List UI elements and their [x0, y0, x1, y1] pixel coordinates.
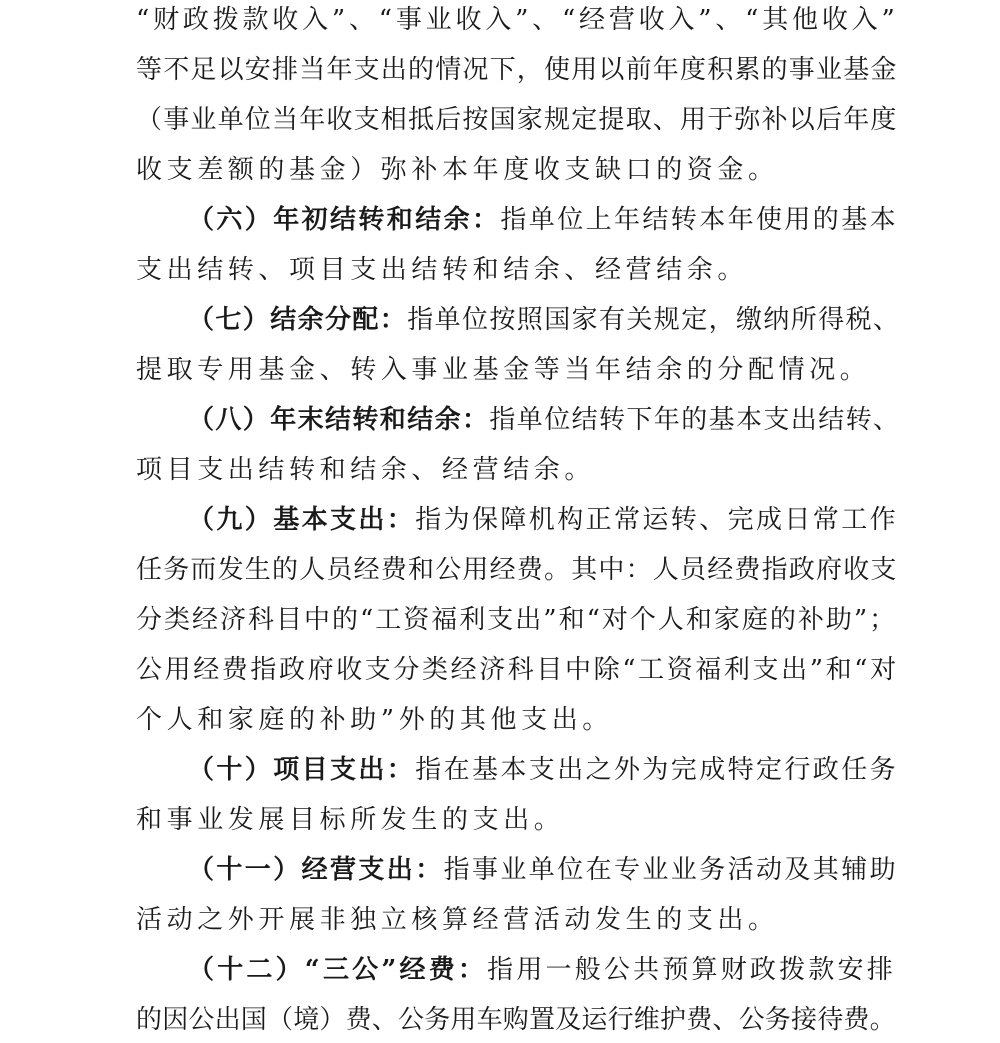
- text-line: 等不足以安排当年支出的情况下，使用以前年度积累的事业基金: [136, 55, 898, 85]
- text-line: 项目支出结转和结余、经营结余。: [136, 455, 596, 485]
- paragraph-first-line: [188, 303, 901, 337]
- paragraph-first-line: [188, 503, 899, 537]
- term-definition: 指单位结转下年的基本支出结转、: [489, 405, 901, 435]
- term-definition: 指单位上年结转本年使用的基本: [500, 205, 899, 235]
- term-definition: 指事业单位在专业业务活动及其辅助: [443, 855, 899, 885]
- term-heading: （八）年末结转和结余：: [188, 405, 490, 435]
- term-definition: 指为保障机构正常运转、完成日常工作: [415, 505, 899, 535]
- paragraph-first-line: [188, 753, 899, 787]
- text-line: 分类经济科目中的“工资福利支出”和“对个人和家庭的补助”；: [136, 605, 898, 635]
- paragraph-first-line: [188, 203, 899, 237]
- paragraph-first-line: [188, 953, 896, 987]
- text-line: 公用经费指政府收支分类经济科目中除“工资福利支出”和“对: [136, 655, 899, 685]
- paragraph-first-line: [188, 853, 899, 887]
- text-line: “财政拨款收入”、“事业收入”、“经营收入”、“其他收入”: [136, 5, 899, 35]
- text-line: 支出结转、项目支出结转和结余、经营结余。: [136, 255, 749, 285]
- paragraph-first-line: [188, 403, 901, 437]
- text-line: （事业单位当年收支相抵后按国家规定提取、用于弥补以后年度: [136, 105, 898, 135]
- text-line: 收支差额的基金）弥补本年度收支缺口的资金。: [136, 155, 779, 185]
- term-definition: 指用一般公共预算财政拨款安排: [487, 955, 896, 985]
- text-line: 的因公出国（境）费、公务用车购置及运行维护费、公务接待费。: [136, 1005, 896, 1035]
- term-definition: 指在基本支出之外为完成特定行政任务: [415, 755, 899, 785]
- term-heading: （十二）“三公”经费：: [188, 955, 488, 985]
- term-heading: （七）结余分配：: [188, 305, 408, 335]
- text-line: 任务而发生的人员经费和公用经费。其中：人员经费指政府收支: [136, 555, 898, 585]
- text-line: 活动之外开展非独立核算经营活动发生的支出。: [136, 905, 779, 935]
- text-line: 个人和家庭的补助”外的其他支出。: [136, 705, 613, 735]
- term-definition: 指单位按照国家有关规定，缴纳所得税、: [407, 305, 901, 335]
- term-heading: （十一）经营支出：: [188, 855, 444, 885]
- term-heading: （九）基本支出：: [188, 505, 416, 535]
- text-line: 提取专用基金、转入事业基金等当年结余的分配情况。: [136, 355, 871, 385]
- text-line: 和事业发展目标所发生的支出。: [136, 805, 565, 835]
- term-heading: （十）项目支出：: [188, 755, 416, 785]
- term-heading: （六）年初结转和结余：: [188, 205, 501, 235]
